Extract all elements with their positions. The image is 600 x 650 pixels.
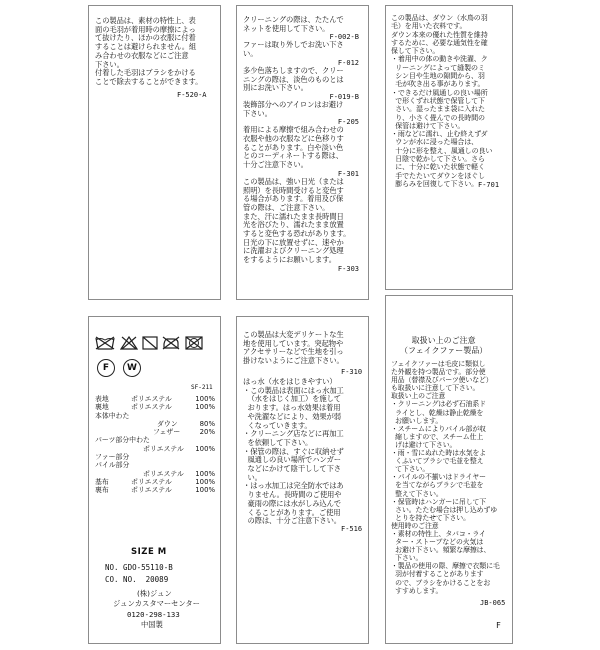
care-label-water-repellent <box>236 316 369 644</box>
composition-row <box>95 470 217 478</box>
composition-row <box>95 486 217 494</box>
material-percent: 80% <box>199 419 215 428</box>
cleaning-note-text: この製品は、強い日光（または 照明）を長時間受けると変色す る場合があります。着用及び保 管の際は、ご注意下さい。 また、汗に濡れたまま長時間日 光を浴びたり、濡れたまま放置 すると変色する恐れがあります。 日光の下に放置せずに、速やか に洗濯およびクリーニング処理 をするようにお願いします。 <box>243 176 351 265</box>
iron-icon <box>162 336 180 350</box>
f-mark: F <box>496 621 501 630</box>
composition-row <box>95 436 217 444</box>
composition-row <box>95 420 217 428</box>
care-label-composition <box>88 316 221 644</box>
cleaning-note-code: F-002-B <box>329 33 359 42</box>
part-name: 基布 <box>95 477 109 486</box>
material-percent: 100% <box>195 477 215 486</box>
material-percent: 100% <box>195 444 215 453</box>
part-name: 裏布 <box>95 486 109 495</box>
care-label-faux-fur <box>385 295 513 644</box>
size-label: SIZE M <box>131 547 167 557</box>
material-name: ポリエステル <box>143 444 184 453</box>
material-percent: 100% <box>195 469 215 478</box>
cleaning-note-code: F-205 <box>337 118 359 127</box>
part-name: 本体中わた <box>95 411 130 420</box>
bleach-triangle-icon <box>120 336 138 350</box>
label-text: この製品は、ダウン（水鳥の羽 毛）を用いた衣料です。 ダウン本来の優れた性質を維持 するために、必要な通気性を確 保して下さい。 ・着用中の体の動きや洗濯、ク リーニングによって縫製のミ シン目や生地の隙間から、羽 毛が吹き出る事があります。 ・できるだけ風通しの良い場所 で形くずれ状態で保管して下 さい。湿ったまま袋に入れた り、小さく畳んでの長時間の 保管は避けて下さい。 ・雨などに濡れ、止む終えずダ ウンが水に浸った場合は、 十分に形を整え、風通しの良い 日陰で乾かして下さい。さら に、十分に乾いた状態で軽く 手でたたいてダウンをほぐし 膨らみを回復して下さい。 <box>391 14 493 188</box>
material-name: フェザー <box>153 428 181 437</box>
cleaning-note-text: ファーは取り外しでお洗い下さ い。 <box>243 40 344 59</box>
composition-row <box>95 412 217 420</box>
care-label-cleaning <box>236 5 369 300</box>
wetclean-w-icon: W <box>123 359 141 377</box>
composition-row <box>95 478 217 486</box>
material-percent: 20% <box>199 428 215 437</box>
cleaning-notes <box>243 16 365 273</box>
customer-center: ジュンカスタマーセンター <box>113 599 200 608</box>
cleaning-note-text: クリーニングの際は、たたんで ネットを使用して下さい。 <box>243 15 344 33</box>
company-name: (株)ジュン <box>137 589 172 598</box>
part-name: パーツ部分中わた <box>95 436 150 445</box>
cleaning-note-code: F-019-B <box>329 92 359 101</box>
label-code: F-520-A <box>177 91 207 99</box>
co-number: CO. NO. 20089 <box>105 575 169 584</box>
cleaning-note-text: 着用による摩擦で組み合わせの 衣服や他の衣服などに色移りす ることがあります。白や淡い色 とのコーディネートする際は、 十分ご注意下さい。 <box>243 125 344 170</box>
part-name: 裏地 <box>95 403 109 412</box>
composition-row <box>95 461 217 469</box>
dryclean-f-icon: F <box>97 359 115 377</box>
faux-title: 取扱い上のご注意 （フェイクファー製品） <box>400 336 488 355</box>
label-code-1: F-310 <box>341 368 363 376</box>
material-percent: 100% <box>195 403 215 412</box>
material-name: ポリエステル <box>131 403 172 412</box>
cleaning-note-text: 装飾部分へのアイロンはお避け 下さい。 <box>243 99 344 118</box>
composition-row <box>95 403 217 411</box>
label-text: この製品は、素材の特性上、表 面の毛羽が着用時の摩擦によっ て抜けたり、ほかの衣服に付着 することは避けられません。組 み合わせの衣服などにご注意 下さい。 付着した毛羽はブラシをかける ことで除去することができます。 <box>95 16 203 86</box>
phone-number: 0120-298-133 <box>127 610 180 619</box>
material-name: ポリエステル <box>131 395 172 403</box>
part-name: パイル部分 <box>95 461 130 470</box>
cleaning-note-text: 多少色落ちしますので、クリー ニングの際は、淡色のものとは 別にお洗い下さい。 <box>243 65 344 93</box>
composition-table <box>95 395 217 495</box>
cleaning-note-code: F-301 <box>337 169 359 178</box>
label-code-2: F-516 <box>341 525 363 533</box>
label-text: フェイクファーは毛皮に類似し た外観を持つ製品です。部分使 用品（替襟及びパーツ使いなど） も取扱いに注意して下さい。 取扱い上のご注意 ・クリーニングは必ず石油系ド ライとし、乾燥は静止乾燥を お願いします。 ・スチームによりパイル部が収 縮しますので、スチーム仕上 げは避けて下さい。 ・雨・雪にぬれた時は水気をよ くふいてブラシで毛並を整え て下さい。 ・パイルの不揃いはドライヤー を当てながらブラシで毛並を 整えて下さい。 ・保管時はハンガーに吊して下 さい。たたむ場合は押し込めずゆ とりを持たせて下さい。 使用時のご注意 ・素材の特性上、タバコ・ライ ター・ストーブなどの火気は お避け下さい。頻繁な摩擦は、 下さい。 ・製品の使用の際、摩擦で衣類に毛 羽が付着することがあります ので、ブラシをかけることをお すすめします。 <box>391 360 500 595</box>
tumble-dry-icon <box>142 336 158 350</box>
label-text-delicate: この製品は大変デリケートな生 地を使用しています。突起物や アクセサリーなどで生地を引っ 掛けないようにご注意下さい。 <box>243 330 344 366</box>
label-text-water: はっ水（水をはじきやすい） ・この製品は表面にはっ水加工 （水をはじく加工）を施して おります。はっ水効果は着用 や洗濯などにより、効果が弱 くなっていきます。 ・クリーニング店などに再加工 を依頼して下さい。 ・保管の際は、すぐに収納せず 風通しの良い場所でハンガー などにかけて陰干しして下さ い。 ・はっ水加工は完全防水ではあ りません。長時間のご使用や 豪雨の際には水がしみ込んで くることがあります。ご使用 の際は、十分ご注意下さい。 <box>243 377 344 526</box>
part-name: ファー部分 <box>95 453 130 462</box>
wash-tub-icon <box>95 336 115 350</box>
material-percent: 100% <box>195 395 215 403</box>
product-number: NO. GDO-55110-B <box>105 563 173 572</box>
origin: 中国製 <box>141 620 163 629</box>
part-name: 表地 <box>95 395 109 403</box>
label-code: F-701 <box>478 181 500 189</box>
cleaning-note-code: F-303 <box>337 264 359 273</box>
material-name: ポリエステル <box>143 469 184 478</box>
cleaning-note-code: F-012 <box>337 58 359 67</box>
sf-code: SF-211 <box>191 384 213 391</box>
care-label-down <box>385 5 513 290</box>
label-code: JB-065 <box>480 599 506 607</box>
composition-row <box>95 395 217 403</box>
material-name: ポリエステル <box>131 486 172 495</box>
material-name: ダウン <box>157 419 178 428</box>
material-percent: 100% <box>195 486 215 495</box>
dry-clean-square-icon <box>185 336 203 350</box>
composition-row <box>95 445 217 453</box>
material-name: ポリエステル <box>131 477 172 486</box>
care-label-pile <box>88 5 221 300</box>
